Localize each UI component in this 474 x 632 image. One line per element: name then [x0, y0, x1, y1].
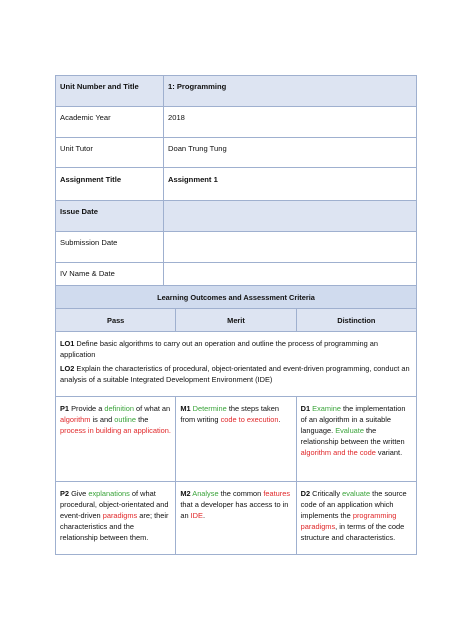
criteria-row	[56, 482, 417, 555]
info-row	[56, 138, 417, 168]
info-row	[56, 232, 417, 263]
criteria-title-row	[56, 286, 417, 309]
learning-outcomes-row	[56, 332, 417, 397]
header-pass: Pass	[56, 309, 176, 332]
row-value: Assignment 1	[164, 168, 417, 201]
criteria-title: Learning Outcomes and Assessment Criteria	[56, 286, 417, 309]
header-merit: Merit	[176, 309, 296, 332]
lo2: LO2 Explain the characteristics of procedural, object-orientated and event-driven programming, conduct an analysis of a suitable Integrated Development Environment (IDE)	[60, 364, 410, 384]
row-value: 1: Programming	[164, 76, 417, 107]
criterion-m2: M2 Analyse the common features that a developer has access to in an IDE.	[176, 482, 296, 555]
criterion-d2: D2 Critically evaluate the source code of an application which implements the programming paradigms, in terms of the code structure and characteristics.	[296, 482, 416, 555]
row-label: Assignment Title	[56, 168, 164, 201]
criterion-p1: P1 Provide a definition of what an algorithm is and outline the process in building an application.	[56, 397, 176, 482]
lo1: LO1 Define basic algorithms to carry out an operation and outline the process of programming an application	[60, 339, 378, 359]
row-value: 2018	[164, 107, 417, 138]
learning-outcomes-cell	[56, 332, 417, 397]
row-label: Unit Tutor	[56, 138, 164, 168]
info-row	[56, 201, 417, 232]
criterion-p2: P2 Give explanations of what procedural, object-orientated and event-driven paradigms are; their characteristics and the relationship between them.	[56, 482, 176, 555]
row-value	[164, 201, 417, 232]
row-label: Issue Date	[56, 201, 164, 232]
row-label: Academic Year	[56, 107, 164, 138]
criteria-row	[56, 397, 417, 482]
row-label: Submission Date	[56, 232, 164, 263]
assignment-info-table	[55, 75, 417, 293]
row-label: IV Name & Date	[56, 263, 164, 293]
info-row	[56, 168, 417, 201]
header-distinction: Distinction	[296, 309, 416, 332]
info-row	[56, 76, 417, 107]
info-row	[56, 107, 417, 138]
criterion-m1: M1 Determine the steps taken from writing code to execution.	[176, 397, 296, 482]
row-value: Doan Trung Tung	[164, 138, 417, 168]
row-value	[164, 232, 417, 263]
row-label: Unit Number and Title	[56, 76, 164, 107]
criteria-header-row	[56, 309, 417, 332]
criterion-d1: D1 Examine the implementation of an algorithm in a suitable language. Evaluate the relationship between the written algorithm and the code variant.	[296, 397, 416, 482]
assessment-criteria-table	[55, 285, 417, 555]
